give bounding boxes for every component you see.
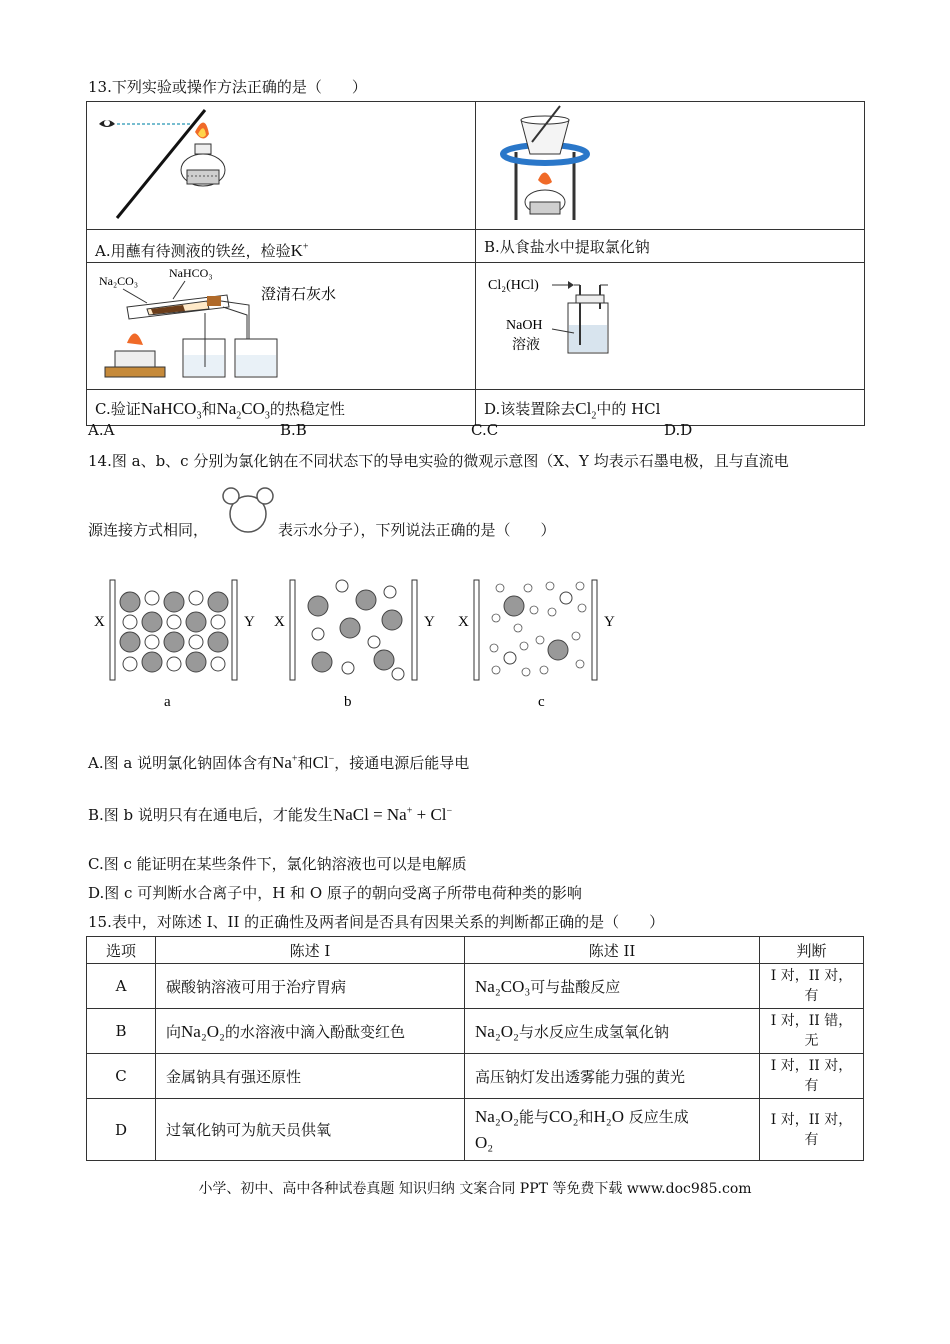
caption-c-pre: C.验证 — [95, 400, 141, 418]
f-na: Na — [216, 399, 237, 418]
row-d-f2: CO₂ — [548, 1106, 579, 1126]
figure-c — [458, 580, 615, 710]
thermal-stability-figure — [87, 263, 475, 385]
row-c-judge — [760, 1054, 864, 1099]
f-cl: Cl — [575, 399, 592, 418]
q14-a-post: ，接通电源后能导电 — [334, 754, 470, 772]
fig-label-a: a — [164, 694, 171, 710]
q14-line2b: 表示水分子），下列说法正确的是（ ） — [278, 521, 556, 539]
row-d-f1: Na₂O₂ — [475, 1106, 519, 1126]
option-d: D.D — [664, 421, 693, 439]
row-c-s2: 高压钠灯发出透雾能力强的黄光 — [465, 1054, 760, 1099]
electrode-y-c: Y — [604, 614, 615, 630]
cl-ion — [313, 753, 335, 772]
q14-a-pre: A.图 a 说明氯化钠固体含有 — [88, 754, 273, 772]
table-row — [87, 1009, 864, 1054]
f-nahco3: NaHCO — [140, 399, 197, 418]
header-statement-2: 陈述 II — [465, 937, 760, 964]
fig-label-c: c — [538, 694, 545, 710]
row-d-s2 — [465, 1099, 760, 1161]
eye-icon — [99, 120, 115, 127]
option-b: B.B — [280, 421, 307, 439]
row-a-s1: 碳酸钠溶液可用于治疗胃病 — [156, 964, 465, 1009]
f-nahco3-sub: 3 — [196, 410, 202, 422]
row-a-j2: 有 — [804, 988, 819, 1004]
caption-b — [476, 230, 865, 263]
label-na2co3: Na₂CO₃ — [99, 274, 139, 288]
row-a-option: A — [87, 964, 156, 1009]
header-judgement: 判断 — [760, 937, 864, 964]
header-statement-1: 陈述 I — [156, 937, 465, 964]
electrode-x-a: X — [94, 614, 105, 630]
q14-option-a — [88, 752, 469, 773]
row-c-option: C — [87, 1054, 156, 1099]
caption-c-mid: 和 — [201, 400, 217, 418]
q14-line2a: 源连接方式相同， — [88, 521, 209, 539]
row-b-s1-text: 的水溶液中滴入酚酞变红色 — [224, 1022, 405, 1041]
row-b-option: B — [87, 1009, 156, 1054]
na-sym: Na — [272, 753, 292, 772]
table-row — [87, 964, 864, 1009]
option-a: A.A — [88, 421, 115, 439]
formula-cl2 — [575, 399, 597, 422]
row-b-formula: Na₂O₂ — [475, 1021, 519, 1041]
row-d-s1: 过氧化钠可为航天员供氧 — [156, 1099, 465, 1161]
electrode-x-b: X — [274, 614, 285, 630]
row-d-judge — [760, 1099, 864, 1161]
q14-b-pre: B.图 b 说明只有在通电后，才能发生 — [88, 806, 333, 824]
page-footer: 小学、初中、高中各种试卷真题 知识归纳 文案合同 PPT 等免费下载 www.doc985.com — [198, 1181, 752, 1197]
k-charge: + — [302, 241, 309, 253]
header-option: 选项 — [87, 937, 156, 964]
table-row — [87, 1054, 864, 1099]
f-co-sub: 3 — [264, 410, 270, 422]
fig-d-cell — [476, 263, 865, 390]
fig-c-cell — [87, 263, 476, 390]
figure-b — [274, 580, 435, 710]
q15-table — [86, 936, 864, 1161]
q14-line1: 14.图 a、b、c 分别为氯化钠在不同状态下的导电实验的微观示意图（X、Y 均表示石墨电极，且与直流电 — [88, 452, 789, 470]
label-nahco3: NaHCO₃ — [169, 266, 213, 280]
row-d-f3: H₂O — [593, 1106, 625, 1126]
row-b-judge — [760, 1009, 864, 1054]
q14-option-c: C.图 c 能证明在某些条件下，氯化钠溶液也可以是电解质 — [88, 855, 467, 873]
table-row — [87, 1099, 864, 1161]
row-d-option: D — [87, 1099, 156, 1161]
q14-option-d: D.图 c 可判断水合离子中，H 和 O 原子的朝向受离子所带电荷种类的影响 — [88, 884, 582, 902]
label-naoh: NaOH — [506, 318, 543, 333]
table-header-row — [87, 937, 864, 964]
row-a-s2 — [465, 964, 760, 1009]
electrode-y-a: Y — [244, 614, 255, 630]
row-a-s2-text: 可与盐酸反应 — [530, 977, 621, 996]
row-d-s2-text: 反应生成 — [628, 1107, 689, 1126]
caption-a — [87, 230, 476, 263]
row-b-j1: I 对，II 错， — [770, 1013, 853, 1029]
row-d-j1: I 对，II 对， — [770, 1111, 853, 1128]
row-b-s1-formula: Na₂O₂ — [181, 1021, 225, 1041]
q14-option-b — [88, 804, 452, 825]
q13-table — [86, 101, 865, 426]
f-cl-sub: 2 — [591, 410, 597, 422]
row-c-s1: 金属钠具有强还原性 — [156, 1054, 465, 1099]
label-limewater: 澄清石灰水 — [261, 285, 337, 303]
row-c-j1: I 对，II 对， — [770, 1058, 853, 1074]
fig-a-cell — [87, 102, 476, 230]
formula-na2co3 — [216, 399, 270, 422]
option-c: C.C — [471, 421, 499, 439]
row-b-s1 — [156, 1009, 465, 1054]
q13-title: 13.下列实验或操作方法正确的是（ ） — [88, 78, 367, 96]
flame-test-figure — [87, 102, 475, 225]
f-na-sub: 2 — [236, 410, 242, 422]
f-co: CO — [241, 399, 265, 418]
gas-washing-figure — [476, 263, 864, 385]
k-ion: K — [290, 241, 303, 260]
q14-a-mid: 和 — [297, 754, 313, 772]
row-d-f4: O₂ — [475, 1132, 494, 1152]
cl-sym: Cl — [312, 753, 329, 772]
row-d-j2: 有 — [804, 1131, 819, 1148]
formula-nahco3 — [140, 399, 202, 422]
na-ion — [272, 753, 297, 772]
figure-a — [94, 580, 255, 710]
row-a-j1: I 对，II 对， — [770, 968, 853, 984]
eq-part2: + Cl — [412, 805, 447, 824]
caption-a-text: A.用蘸有待测液的铁丝，检验 — [95, 242, 291, 260]
row-a-judge — [760, 964, 864, 1009]
water-molecule-icon — [218, 486, 278, 534]
dissociation-equation — [333, 805, 452, 824]
row-d-m1: 能与 — [518, 1107, 549, 1126]
evaporation-figure — [476, 102, 864, 225]
row-b-s1-pre: 向 — [166, 1022, 182, 1041]
eq-part1: NaCl = Na — [332, 805, 407, 824]
nacl-conduction-figure — [92, 570, 632, 715]
row-a-formula: Na₂CO₃ — [475, 976, 531, 996]
row-b-j2: 无 — [804, 1033, 819, 1049]
cl-charge: − — [328, 753, 335, 765]
q15-title: 15.表中，对陈述 I、II 的正确性及两者间是否具有因果关系的判断都正确的是（ ） — [88, 913, 665, 931]
label-cl2hcl: Cl₂(HCl) — [488, 278, 539, 293]
eq-sup1: + — [406, 805, 413, 817]
caption-a-formula — [291, 241, 309, 260]
row-d-m2: 和 — [578, 1107, 594, 1126]
caption-b-text: B.从食盐水中提取氯化钠 — [484, 238, 650, 256]
row-b-s2-text: 与水反应生成氢氧化钠 — [518, 1022, 669, 1041]
electrode-x-c: X — [458, 614, 469, 630]
caption-d-pre: D.该装置除去 — [484, 400, 576, 418]
row-b-s2 — [465, 1009, 760, 1054]
fig-b-cell — [476, 102, 865, 230]
caption-c-post: 的热稳定性 — [269, 400, 345, 418]
row-c-j2: 有 — [804, 1078, 819, 1094]
na-charge: + — [291, 753, 298, 765]
caption-d-post: 中的 HCl — [596, 400, 661, 418]
electrode-y-b: Y — [424, 614, 435, 630]
fig-label-b: b — [344, 694, 352, 710]
label-solution: 溶液 — [512, 337, 540, 353]
eq-sup2: − — [446, 805, 453, 817]
